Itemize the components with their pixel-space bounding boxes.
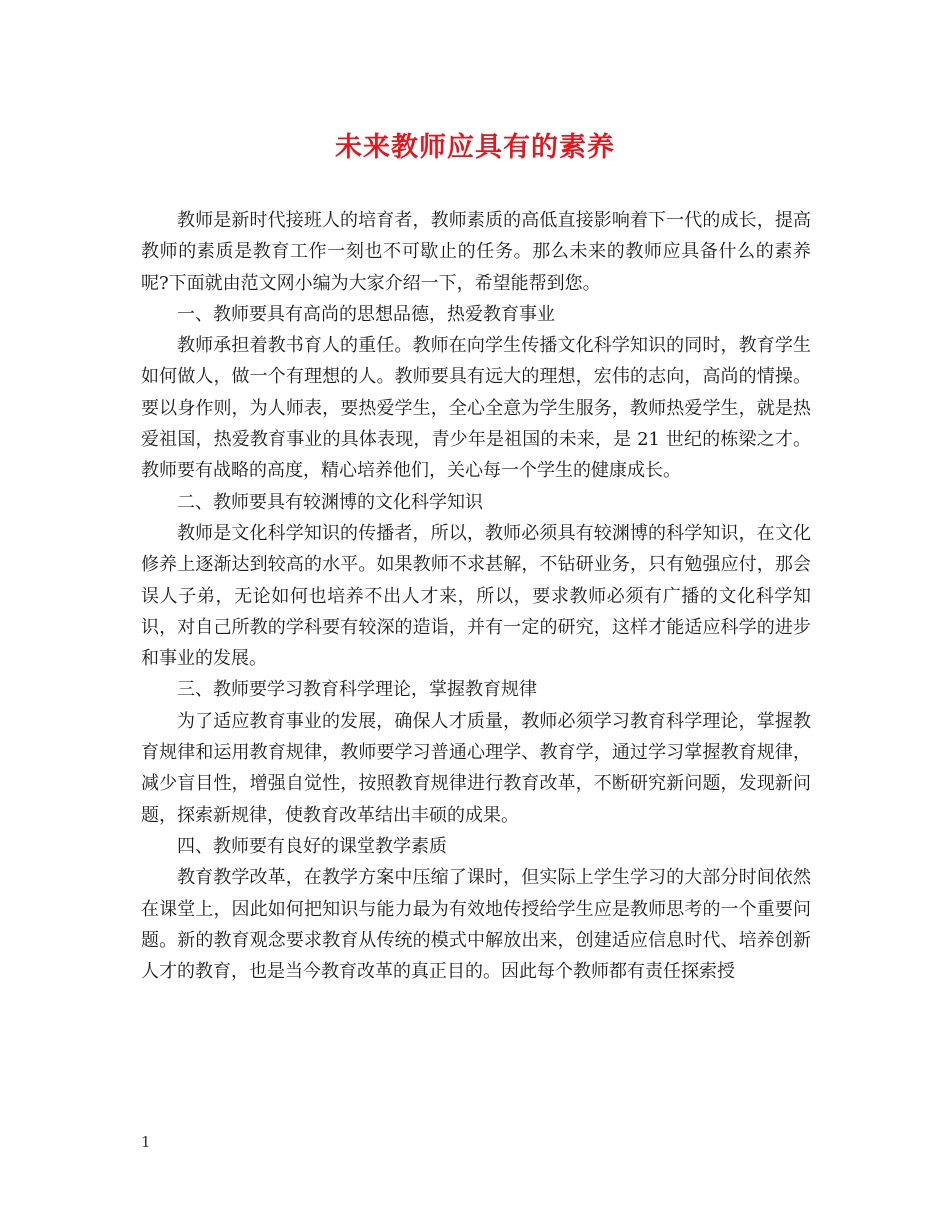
section-heading-1: 一、教师要具有高尚的思想品德，热爱教育事业: [177, 303, 555, 325]
section-heading-2: 二、教师要具有较渊博的文化科学知识: [177, 491, 483, 513]
document-body: [141, 205, 811, 987]
paragraph-intro: 教师是新时代接班人的培育者，教师素质的高低直接影响着下一代的成长，提高教师的素质是教育工作一刻也不可歇止的任务。那么未来的教师应具备什么的素养呢?下面就由范文网小编为大家介绍一下，希望能帮到您。: [141, 210, 811, 294]
page-number: 1: [141, 1133, 151, 1151]
paragraph-section-2: 教师是文化科学知识的传播者，所以，教师必须具有较渊博的科学知识，在文化修养上逐渐达到较高的水平。如果教师不求甚解，不钻研业务，只有勉强应付，那会误人子弟，无论如何也培养不出人才来，所以，要求教师必须有广播的文化科学知识，对自己所教的学科要有较深的造诣，并有一定的研究，这样才能适应科学的进步和事业的发展。: [141, 522, 811, 670]
paragraph-section-1: 教师承担着教书育人的重任。教师在向学生传播文化科学知识的同时，教育学生如何做人，做一个有理想的人。教师要具有远大的理想，宏伟的志向，高尚的情操。要以身作则，为人师表，要热爱学生，全心全意为学生服务，教师热爱学生，就是热爱祖国，热爱教育事业的具体表现，青少年是祖国的未来，是 21 世纪的栋梁之才。教师要有战略的高度，精心培养他们，关心每一个学生的健康成长。: [141, 335, 811, 482]
paragraph-section-3: 为了适应教育事业的发展，确保人才质量，教师必须学习教育科学理论，掌握教育规律和运用教育规律，教师要学习普通心理学、教育学，通过学习掌握教育规律，减少盲目性，增强自觉性，按照教育规律进行教育改革，不断研究新问题，发现新问题，探索新规律，使教育改革结出丰硕的成果。: [141, 710, 811, 826]
section-heading-4: 四、教师要有良好的课堂教学素质: [177, 835, 447, 857]
paragraph-section-4: 教育教学改革，在教学方案中压缩了课时，但实际上学生学习的大部分时间依然在课堂上，因此如何把知识与能力最为有效地传授给学生应是教师思考的一个重要问题。新的教育观念要求教育从传统的模式中解放出来，创建适应信息时代、培养创新人才的教育，也是当今教育改革的真正目的。因此每个教师都有责任探索授: [141, 867, 811, 983]
document-title: 未来教师应具有的素养: [335, 132, 615, 163]
section-heading-3: 三、教师要学习教育科学理论，掌握教育规律: [177, 679, 537, 701]
